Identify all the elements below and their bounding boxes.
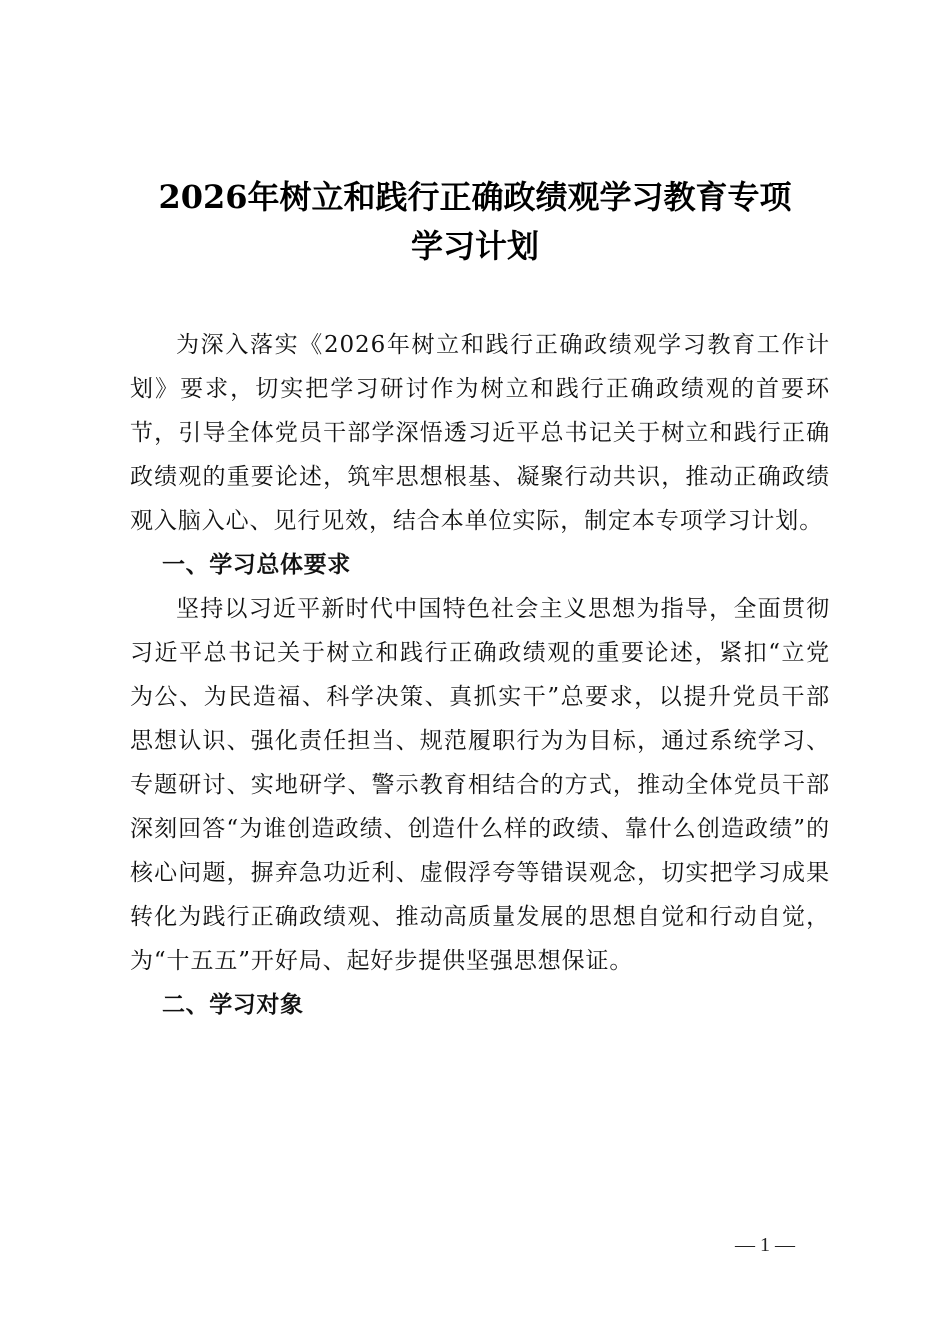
intro-paragraph: 为深入落实《2026年树立和践行正确政绩观学习教育工作计划》要求，切实把学习研讨作为树立和践行正确政绩观的首要环节，引导全体党员干部学深悟透习近平总书记关于树立和践行正确政绩观的重要论述，筑牢思想根基、凝聚行动共识，推动正确政绩观入脑入心、见行见效，结合本单位实际，制定本专项学习计划。 <box>130 332 830 534</box>
document-title-line-2: 学习计划 <box>410 227 539 265</box>
section-paragraph-1: 坚持以习近平新时代中国特色社会主义思想为指导，全面贯彻习近平总书记关于树立和践行正确政绩观的重要论述，紧扣“立党为公、为民造福、科学决策、真抓实干”总要求，以提升党员干部思想认识、强化责任担当、规范履职行为为目标，通过系统学习、专题研讨、实地研学、警示教育相结合的方式，推动全体党员干部深刻回答“为谁创造政绩、创造什么样的政绩、靠什么创造政绩”的核心问题，摒弃急功近利、虚假浮夸等错误观念，切实把学习成果转化为践行正确政绩观、推动高质量发展的思想自觉和行动自觉，为“十五五”开好局、起好步提供坚强思想保证。 <box>130 596 830 974</box>
document-body <box>130 323 830 1027</box>
section-heading-1: 一、学习总体要求 <box>162 552 351 578</box>
page-number: — 1 — <box>735 1234 795 1256</box>
section-heading-2: 二、学习对象 <box>162 992 304 1018</box>
document-title-line-1: 2026年树立和践行正确政绩观学习教育专项 <box>158 178 792 216</box>
